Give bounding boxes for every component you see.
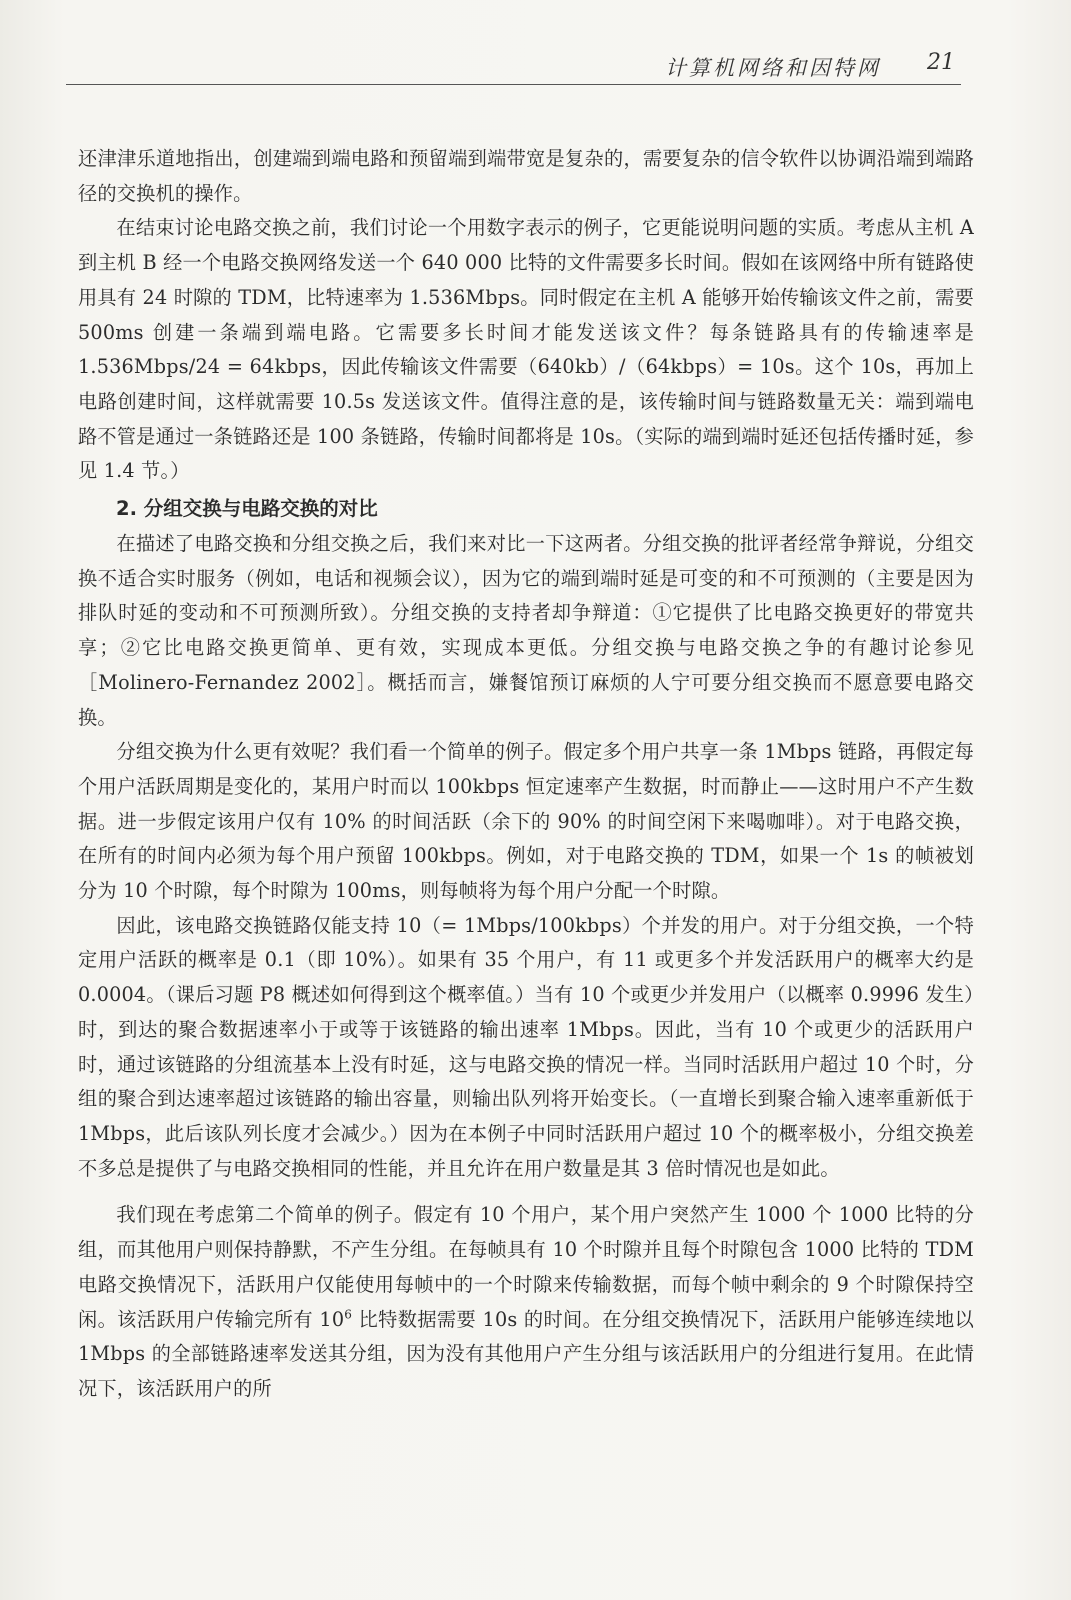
- paragraph-5: 因此，该电路交换链路仅能支持 10（= 1Mbps/100kbps）个并发的用户。对于分组交换，一个特定用户活跃的概率是 0.1（即 10%）。如果有 35 个用户，有 11 或更多个并发活跃用户的概率大约是 0.0004。（课后习题 P8 概述如何得到这个概率值。）当有 10 个或更少并发用户（以概率 0.9996 发生）时，到达的聚合数据速率小于或等于该链路的输出速率 1Mbps。因此，当有 10 个或更少的活跃用户时，通过该链路的分组流基本上没有时延，这与电路交换的情况一样。当同时活跃用户超过 10 个时，分组的聚合到达速率超过该链路的输出容量，则输出队列将开始变长。（一直增长到聚合输入速率重新低于 1Mbps，此后该队列长度才会减少。）因为在本例子中同时活跃用户超过 10 个的概率极小，分组交换差不多总是提供了与电路交换相同的性能，并且允许在用户数量是其 3 倍时情况也是如此。: [78, 913, 974, 1180]
- running-title: 计算机网络和因特网: [665, 56, 881, 80]
- paragraph-6-text-a: 我们现在考虑第二个简单的例子。假定有 10 个用户，某个用户突然产生 1000 个 1000 比特的分组，而其他用户则保持静默，不产生分组。在每帧具有 10 个时隙并且每个时隙包含 1000 比特的 TDM 电路交换情况下，活跃用户仅能使用每帧中的一个时隙来传输数据，而每个帧中剩余的 9 个时隙保持空闲。该活跃用户传输完所有 10: [78, 1203, 974, 1331]
- page-number: 21: [927, 50, 955, 75]
- paragraph-1: 还津津乐道地指出，创建端到端电路和预留端到端带宽是复杂的，需要复杂的信令软件以协调沿端到端路径的交换机的操作。: [78, 147, 974, 205]
- exponent: 6: [344, 1307, 353, 1322]
- paragraph-3: 在描述了电路交换和分组交换之后，我们来对比一下这两者。分组交换的批评者经常争辩说，分组交换不适合实时服务（例如，电话和视频会议），因为它的端到端时延是可变的和不可预测的（主要是因为排队时延的变动和不可预测所致）。分组交换的支持者却争辩道：①它提供了比电路交换更好的带宽共享；②它比电路交换更简单、更有效，实现成本更低。分组交换与电路交换之争的有趣讨论参见［Molinero-Fernandez 2002］。概括而言，嫌餐馆预订麻烦的人宁可要分组交换而不愿意要电路交换。: [78, 532, 974, 729]
- paragraph-2: 在结束讨论电路交换之前，我们讨论一个用数字表示的例子，它更能说明问题的实质。考虑从主机 A 到主机 B 经一个电路交换网络发送一个 640 000 比特的文件需要多长时间。假如在该网络中所有链路使用具有 24 时隙的 TDM，比特速率为 1.536Mbps。同时假定在主机 A 能够开始传输该文件之前，需要 500ms 创建一条端到端电路。它需要多长时间才能发送该文件？每条链路具有的传输速率是 1.536Mbps/24 = 64kbps，因此传输该文件需要（640kb）/（64kbps）= 10s。这个 10s，再加上电路创建时间，这样就需要 10.5s 发送该文件。值得注意的是，该传输时间与链路数量无关：端到端电路不管是通过一条链路还是 100 条链路，传输时间都将是 10s。（实际的端到端时延还包括传播时延，参见 1.4 节。）: [78, 216, 974, 483]
- paragraph-6: [78, 1198, 974, 1406]
- page-body: [78, 142, 974, 1407]
- page-header: [66, 48, 961, 85]
- paragraph-6-text-b: 比特数据需要 10s 的时间。在分组交换情况下，活跃用户能够连续地以 1Mbps 的全部链路速率发送其分组，因为没有其他用户产生分组与该活跃用户的分组进行复用。在此情况下，该活跃用户的所: [78, 1307, 975, 1400]
- section-heading: 2. 分组交换与电路交换的对比: [116, 497, 378, 521]
- paragraph-4: 分组交换为什么更有效呢？我们看一个简单的例子。假定多个用户共享一条 1Mbps 链路，再假定每个用户活跃周期是变化的，某用户时而以 100kbps 恒定速率产生数据，时而静止——这时用户不产生数据。进一步假定该用户仅有 10% 的时间活跃（余下的 90% 的时间空闲下来喝咖啡）。对于电路交换，在所有的时间内必须为每个用户预留 100kbps。例如，对于电路交换的 TDM，如果一个 1s 的帧被划分为 10 个时隙，每个时隙为 100ms，则每帧将为每个用户分配一个时隙。: [78, 740, 974, 903]
